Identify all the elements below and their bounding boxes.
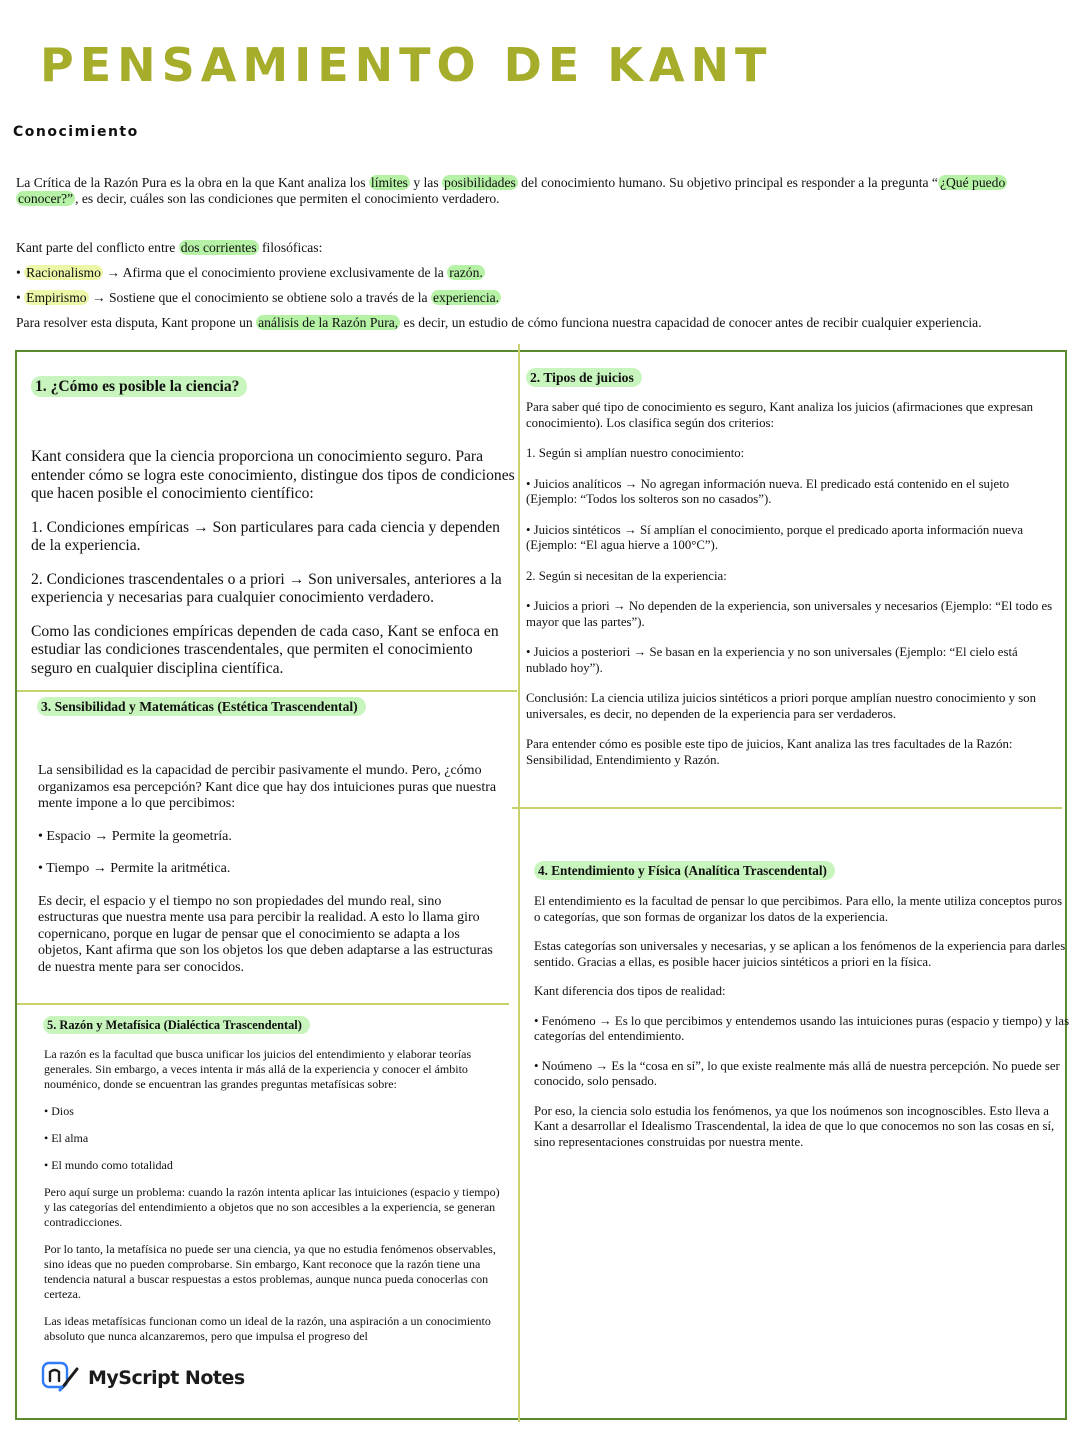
paragraph: • Dios [44, 1104, 74, 1118]
paragraph: Conclusión: La ciencia utiliza juicios sintéticos a priori porque amplían nuestro conocimiento y son universales, es decir, no dependen de la experiencia para ser verdaderos. [526, 691, 1036, 721]
section-4-body [534, 894, 1070, 1150]
highlight: experiencia. [433, 290, 500, 305]
paragraph: Es decir, el espacio y el tiempo no son propiedades del mundo real, sino estructuras que nuestra mente usa para percibir la realidad. A esto lo llama giro copernicano, porque en lugar de pensar que el conocimiento se adapta a los objetos, Kant afirma que son los objetos los que deben adaptarse a las estructuras de nuestra mente para ser conocidos. [38, 893, 493, 975]
logo-text: MyScript Notes [88, 1367, 245, 1389]
intro-paragraph-1: La Crítica de la Razón Pura es la obra en la que Kant analiza los límites y las posibilidades del conocimiento humano. Su objetivo principal es responder a la pregunta “ ¿Qué puedo conocer?” , es decir, cuáles son las condiciones que permiten el conocimiento verdadero. [16, 175, 1006, 206]
paragraph: • Espacio → Permite la geometría. [38, 828, 232, 844]
paragraph: Kant considera que la ciencia proporciona un conocimiento seguro. Para entender cómo se logra este conocimiento, distingue dos tipos de condiciones que hacen posible el conocimiento científico: [31, 448, 515, 502]
paragraph: Como las condiciones empíricas dependen de cada caso, Kant se enfoca en estudiar las condiciones trascendentales, que permiten el conocimiento seguro en cualquier disciplina científica. [31, 622, 499, 677]
section-5-body [44, 1047, 504, 1344]
paragraph: 2. Según si necesitan de la experiencia: [526, 568, 727, 583]
section-1-body [31, 448, 515, 678]
paragraph: Para saber qué tipo de conocimiento es seguro, Kant analiza los juicios (afirmaciones que expresan conocimiento). Los clasifica según dos criterios: [526, 400, 1034, 430]
section-5-heading: 5. Razón y Metafísica (Dialéctica Trascendental) [43, 1018, 310, 1033]
page-title: PENSAMIENTO DE KANT [40, 38, 773, 92]
section-3-body [38, 763, 500, 976]
paragraph: • El alma [44, 1131, 89, 1145]
divider-2-4 [512, 807, 1062, 809]
highlight: análisis de la Razón Pura, [258, 315, 399, 330]
paragraph: • Juicios analíticos → No agregan información nueva. El predicado está contenido en el sujeto (Ejemplo: “Todos los solteros son no casados”). [526, 476, 1010, 506]
paragraph: 1. Según si amplían nuestro conocimiento: [526, 446, 745, 460]
paragraph: El entendimiento es la facultad de pensar lo que percibimos. Para ello, la mente utiliza conceptos puros o categorías, que son formas de organizar los datos de la experiencia. [534, 894, 1063, 924]
intro-bullet-empirismo: • Empirismo → Sostiene que el conocimiento se obtiene solo a través de la experiencia. [16, 290, 500, 305]
paragraph: Para entender cómo es posible este tipo de juicios, Kant analiza las tres facultades de la Razón: Sensibilidad, Entendimiento y Razón. [526, 737, 1013, 767]
paragraph: • Juicios sintéticos → Sí amplían el conocimiento, porque el predicado aporta información nueva (Ejemplo: “El agua hierve a 100°C”). [526, 522, 1024, 552]
section-2-body [526, 400, 1060, 768]
paragraph: La sensibilidad es la capacidad de percibir pasivamente el mundo. Pero, ¿cómo organizamos esa percepción? Kant dice que hay dos intuiciones puras que nuestra mente impone a lo que percibimos: [38, 763, 497, 811]
paragraph: 1. Condiciones empíricas → Son particulares para cada ciencia y dependen de la experiencia. [31, 518, 500, 554]
highlight: posibilidades [444, 175, 516, 190]
highlight: dos corrientes [180, 240, 257, 255]
frame-top-border [15, 350, 1067, 352]
paragraph: Kant diferencia dos tipos de realidad: [534, 984, 726, 998]
paragraph: Las ideas metafísicas funcionan como un ideal de la razón, una aspiración a un conocimiento absoluto que nunca alcanzaremos, pero que impulsa el progreso del [44, 1314, 491, 1343]
intro-bullet-racionalismo: • Racionalismo → Afirma que el conocimiento proviene exclusivamente de la razón. [16, 265, 483, 280]
highlight: conocer?” [18, 191, 74, 206]
divider-1-3 [17, 690, 517, 692]
paragraph: La razón es la facultad que busca unificar los juicios del entendimiento y elaborar teorías generales. Sin embargo, a veces intenta ir más allá de la experiencia y conocer el ámbito nouménico, donde se encuentran las grandes preguntas metafísicas sobre: [44, 1047, 472, 1091]
highlight: límites [370, 175, 408, 190]
paragraph: • Fenómeno → Es lo que percibimos y entendemos usando las intuiciones puras (espacio y tiempo) y las categorías del entendimiento. [534, 1013, 1070, 1043]
frame-bottom-border [15, 1418, 1067, 1420]
paragraph: • Juicios a priori → No dependen de la experiencia, son universales y necesarios (Ejemplo: “El todo es mayor que las partes”). [526, 599, 1053, 629]
highlight: razón. [449, 265, 483, 280]
myscript-notes-logo [40, 1358, 246, 1398]
paragraph: • El mundo como totalidad [44, 1158, 173, 1172]
section-1-heading: 1. ¿Cómo es posible la ciencia? [31, 378, 247, 396]
highlight: ¿Qué puedo [939, 175, 1006, 190]
paragraph: • Noúmeno → Es la “cosa en sí”, lo que existe realmente más allá de nuestra percepción. No puede ser conocido, solo pensado. [534, 1058, 1060, 1088]
section-2-heading: 2. Tipos de juicios [526, 370, 642, 386]
section-3-heading: 3. Sensibilidad y Matemáticas (Estética Trascendental) [37, 699, 366, 715]
paragraph: Estas categorías son universales y necesarias, y se aplican a los fenómenos de la experiencia para darles sentido. Gracias a ellas, es posible hacer juicios sintéticos a priori en la física. [534, 939, 1066, 969]
paragraph: Pero aquí surge un problema: cuando la razón intenta aplicar las intuiciones (espacio y tiempo) y las categorías del entendimiento a objetos que no son accesibles a la experiencia, se generan contradicciones. [44, 1185, 500, 1229]
myscript-logo-icon [40, 1360, 80, 1397]
paragraph: 2. Condiciones trascendentales o a priori → Son universales, anteriores a la experiencia y necesarias para cualquier conocimiento verdadero. [31, 570, 502, 606]
paragraph: • Juicios a posteriori → Se basan en la experiencia y no son universales (Ejemplo: “El cielo está nublado hoy”). [526, 645, 1018, 675]
section-4-heading: 4. Entendimiento y Física (Analítica Trascendental) [534, 863, 835, 879]
frame-right-border [1065, 350, 1067, 1420]
highlight: Empirismo [26, 290, 87, 305]
frame-left-border [15, 350, 17, 1420]
divider-3-5 [17, 1003, 509, 1005]
column-divider [518, 344, 520, 1422]
paragraph: Por lo tanto, la metafísica no puede ser una ciencia, ya que no estudia fenómenos observables, sino ideas que no pueden comprobarse. Sin embargo, Kant reconoce que la razón tiene una tendencia natural a buscar respuestas a estos problemas, aunque nunca pueda conocerlas con certeza. [44, 1242, 496, 1301]
section-subtitle: Conocimiento [13, 124, 139, 140]
paragraph: • Tiempo → Permite la aritmética. [38, 861, 231, 876]
intro-paragraph-2: Kant parte del conflicto entre dos corrientes filosóficas: [16, 240, 323, 255]
highlight: Racionalismo [26, 265, 101, 280]
paragraph: Por eso, la ciencia solo estudia los fenómenos, ya que los noúmenos son incognoscibles. Esto lleva a Kant a desarrollar el Idealismo Trascendental, la idea de que lo que conocemos no son las cosas en sí, sino representaciones construidas por nuestra mente. [534, 1103, 1055, 1149]
intro-paragraph-3: Para resolver esta disputa, Kant propone un análisis de la Razón Pura, es decir, un estudio de cómo funciona nuestra capacidad de conocer antes de recibir cualquier experiencia. [16, 315, 982, 330]
